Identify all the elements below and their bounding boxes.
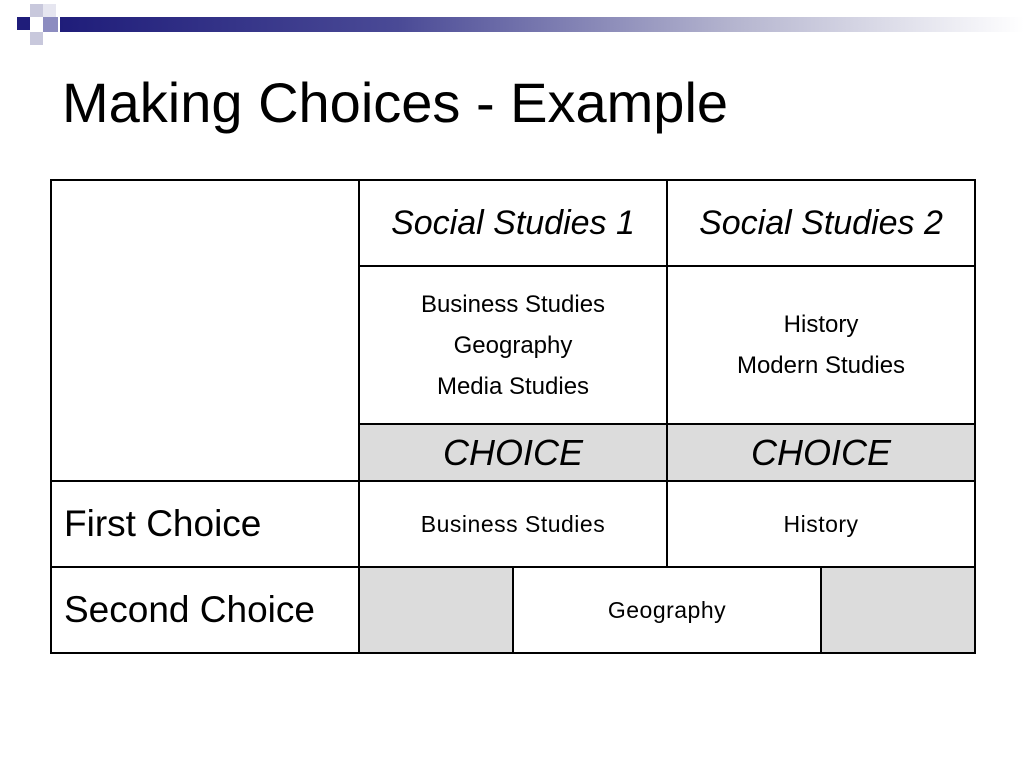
subject-item: History (783, 311, 859, 338)
table-header-row (51, 180, 975, 266)
table-row-first-choice (51, 481, 975, 567)
first-choice-col1-value: Business Studies (359, 481, 667, 567)
subject-item: Modern Studies (736, 352, 906, 379)
banner-square (30, 32, 43, 45)
column-header-social-studies-1: Social Studies 1 (359, 180, 667, 266)
subject-item: Media Studies (436, 372, 590, 400)
column1-subject-list (359, 266, 667, 424)
banner-square (17, 17, 30, 30)
choices-table (50, 179, 976, 654)
empty-corner-cell (51, 180, 359, 481)
shaded-empty-cell (821, 567, 975, 653)
subject-item: Business Studies (420, 290, 606, 318)
banner-square (30, 4, 43, 17)
table-row-second-choice (51, 567, 975, 653)
choice-cell-1: CHOICE (359, 424, 667, 481)
choice-cell-2: CHOICE (667, 424, 975, 481)
banner-square (43, 17, 58, 32)
subject-item: Geography (453, 331, 573, 359)
banner-square (43, 4, 56, 17)
column2-subject-list (667, 266, 975, 424)
column-header-social-studies-2: Social Studies 2 (667, 180, 975, 266)
row-label-first-choice: First Choice (51, 481, 359, 567)
row-label-second-choice: Second Choice (51, 567, 359, 653)
slide-banner (0, 0, 1024, 60)
banner-gradient-bar (60, 17, 1024, 32)
shaded-empty-cell (359, 567, 513, 653)
second-choice-value: Geography (513, 567, 821, 653)
slide-title: Making Choices - Example (62, 71, 729, 134)
first-choice-col2-value: History (667, 481, 975, 567)
